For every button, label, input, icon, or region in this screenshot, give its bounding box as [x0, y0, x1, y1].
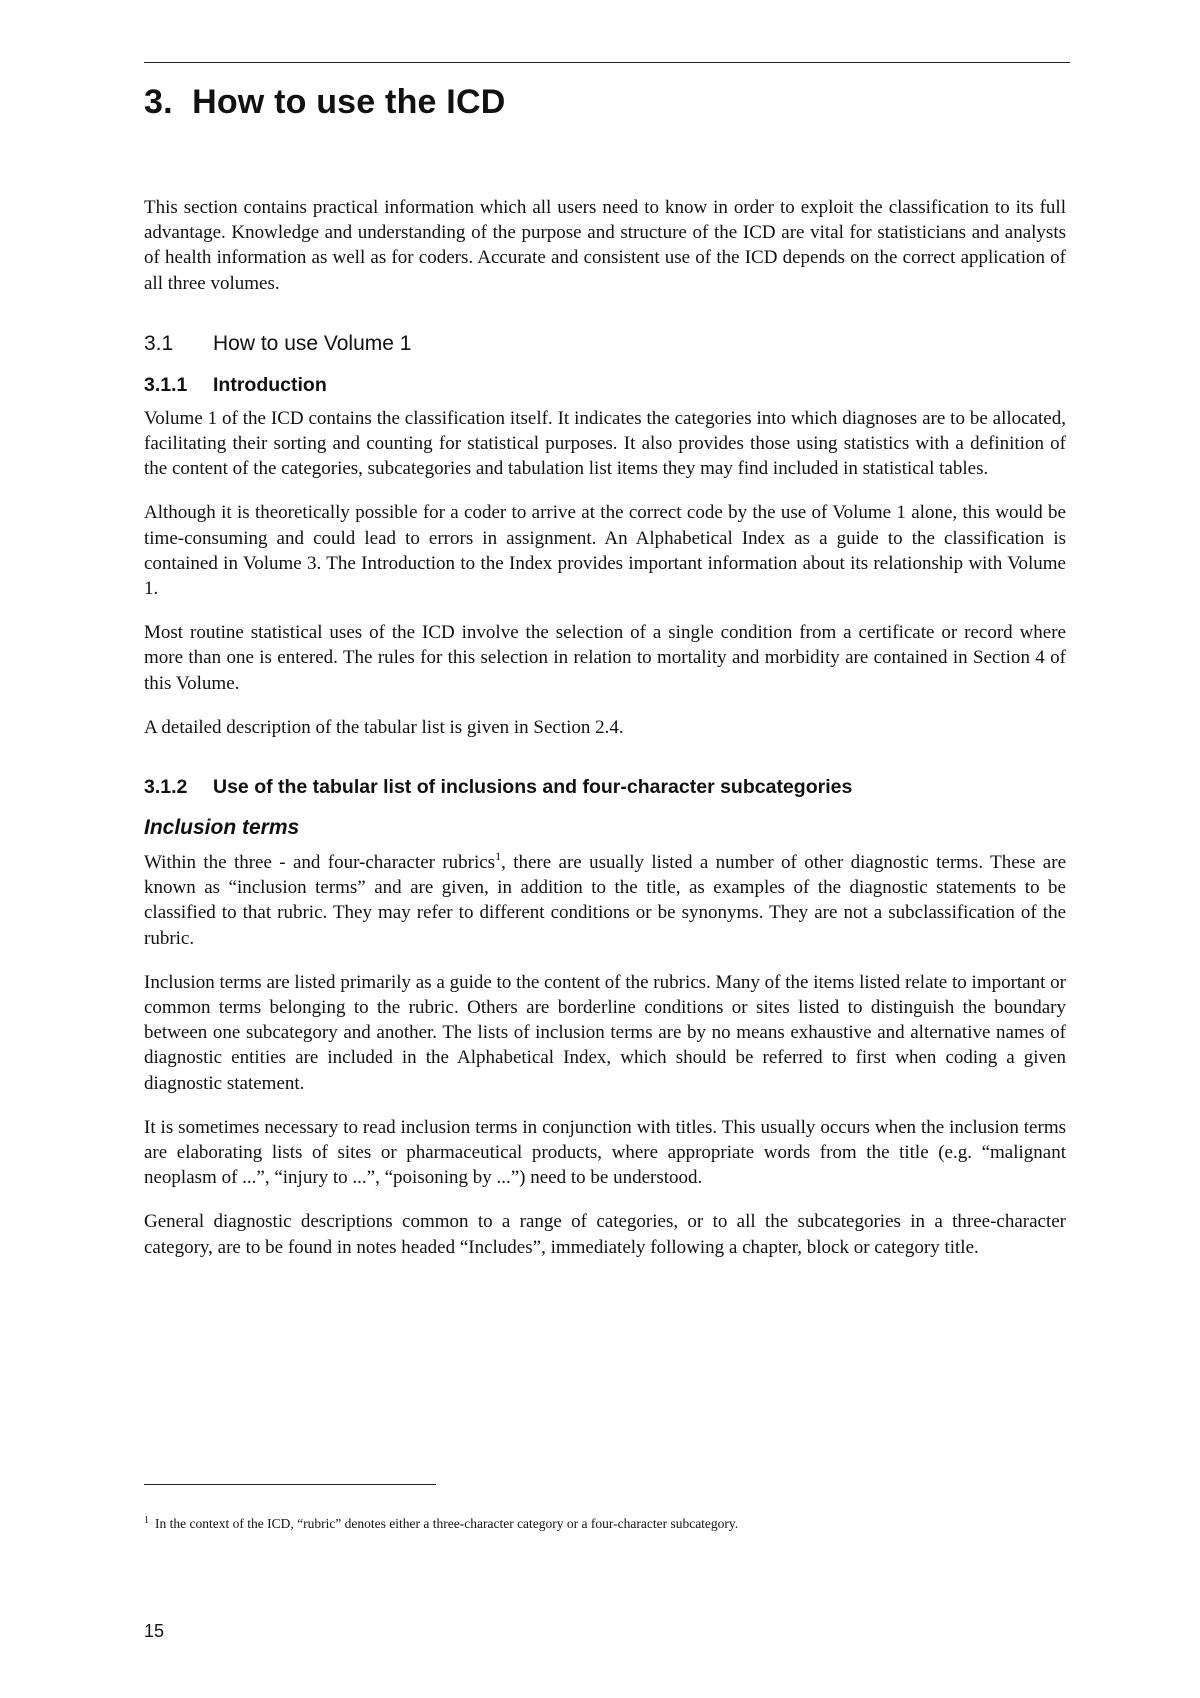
introduction-paragraph-2: Although it is theoretically possible for a coder to arrive at the correct code by the use of Volume 1 alone, this would be time-consuming and could lead to errors in assignment. An Alphabetical Index as a guide to the classification is contained in Volume 3. The Introduction to the Index provides important information about its relationship with Volume 1.: [144, 502, 1066, 600]
footnote-separator: [144, 1484, 436, 1485]
inclusion-paragraph-4: General diagnostic descriptions common to a range of categories, or to all the subcategories in a three-character category, are to be found in notes headed “Includes”, immediately following a chapter, block or category title.: [144, 1211, 1066, 1258]
footnote: [144, 1515, 1066, 1533]
inclusion-paragraph-1-end: , there are usually listed a number of other diagnostic terms. These are known as “inclusion terms” and are given, in addition to the title, as examples of the diagnostic statements to be classified to that rubric. They may refer to different conditions or be synonyms. They are not a subclassification of the rubric.: [144, 852, 1067, 949]
intro-paragraph: This section contains practical information which all users need to know in order to exploit the classification to its full advantage. Knowledge and understanding of the purpose and structure of the ICD are vital for statisticians and analysts of health information as well as for coders. Accurate and consistent use of the ICD depends on the correct application of all three volumes.: [144, 197, 1066, 294]
inclusion-paragraph-2: Inclusion terms are listed primarily as a guide to the content of the rubrics. Many of the items listed relate to important or common terms belonging to the rubric. Others are borderline conditions or sites listed to distinguish the boundary between one subcategory and another. The lists of inclusion terms are by no means exhaustive and alternative names of diagnostic entities are included in the Alphabetical Index, which should be referred to first when coding a given diagnostic statement.: [144, 971, 1066, 1094]
section-3-1-1-title: Introduction: [213, 373, 327, 396]
section-3-1-2-heading: [144, 774, 1066, 800]
section-3-1-number: 3.1: [144, 331, 174, 355]
header-rule: [144, 62, 1070, 63]
chapter-title: [144, 80, 505, 124]
page-body: [144, 195, 1066, 1260]
section-3-1-2-title: Use of the tabular list of inclusions and four-character subcategories: [213, 776, 853, 799]
chapter-number: 3.: [144, 83, 173, 121]
footnote-reference[interactable]: 1: [495, 849, 502, 864]
inclusion-paragraph-3: It is sometimes necessary to read inclusion terms in conjunction with titles. This usually occurs when the inclusion terms are elaborating lists of sites or pharmaceutical products, where appropriate words from the title (e.g. “malignant neoplasm of ...”, “injury to ...”, “poisoning by ...”) need to be understood.: [144, 1116, 1066, 1189]
inclusion-paragraph-1: [144, 850, 1066, 951]
page-number: 15: [144, 1621, 165, 1641]
section-3-1-title: How to use Volume 1: [213, 331, 412, 355]
section-3-1-heading: [144, 330, 1066, 358]
inclusion-paragraph-1-start: Within the three - and four-character rubrics: [144, 852, 496, 874]
inclusion-terms-subheading: Inclusion terms: [144, 816, 300, 840]
introduction-paragraph-3: Most routine statistical uses of the ICD involve the selection of a single condition from a certificate or record where more than one is entered. The rules for this selection in relation to mortality and morbidity are contained in Section 4 of this Volume.: [144, 622, 1066, 694]
section-3-1-1-number: 3.1.1: [144, 373, 188, 396]
footnote-marker: 1: [144, 1515, 149, 1526]
section-3-1-1-heading: [144, 372, 1066, 398]
chapter-title-text: How to use the ICD: [192, 83, 506, 121]
section-3-1-2-number: 3.1.2: [144, 776, 188, 799]
introduction-paragraph-4: A detailed description of the tabular list is given in Section 2.4.: [144, 716, 624, 738]
footnote-text: In the context of the ICD, “rubric” denotes either a three-character category or a four-character subcategory.: [155, 1516, 739, 1531]
introduction-paragraph-1: Volume 1 of the ICD contains the classification itself. It indicates the categories into which diagnoses are to be allocated, facilitating their sorting and counting for statistical purposes. It also provides those using statistics with a definition of the content of the categories, subcategories and tabulation list items they may find included in statistical tables.: [144, 407, 1066, 480]
